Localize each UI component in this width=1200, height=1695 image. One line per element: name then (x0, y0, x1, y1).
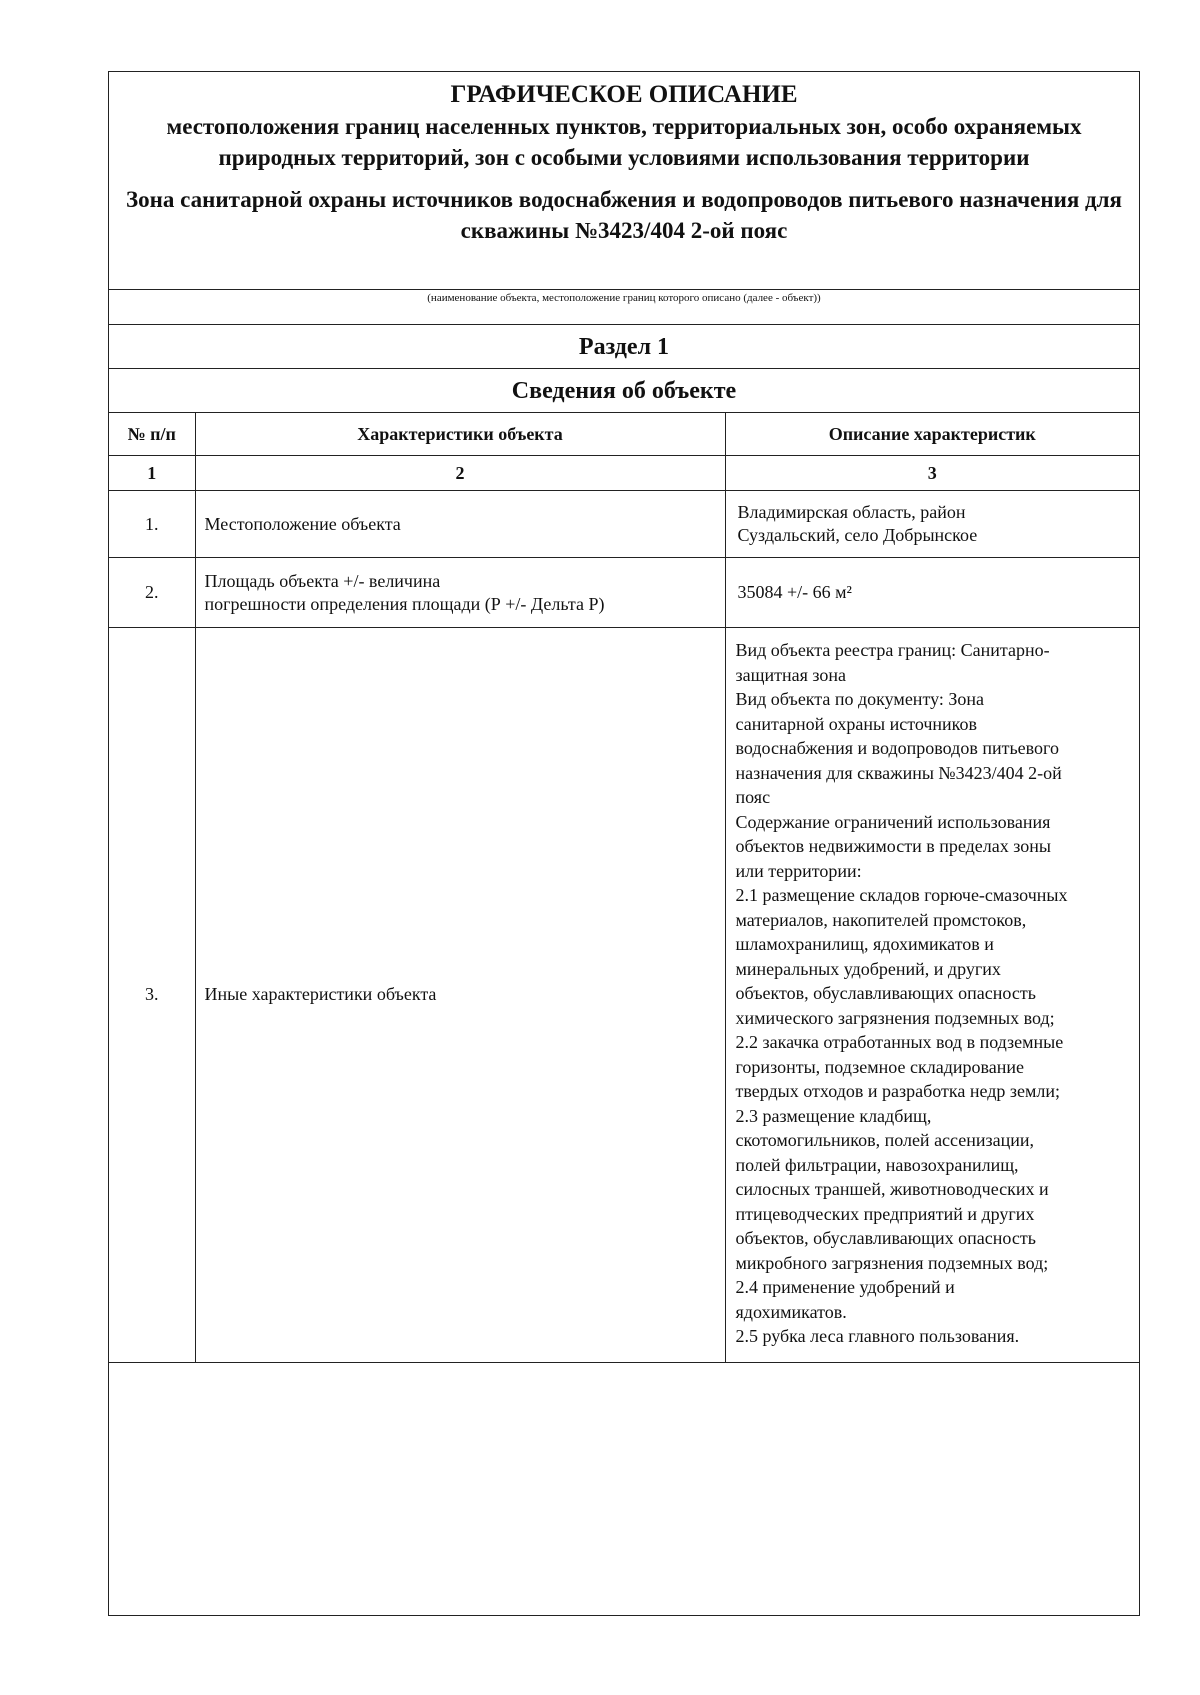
row-description (725, 628, 1139, 1362)
table-header-row (109, 413, 1139, 456)
description-line: объектов, обуславливающих опасность (735, 1228, 1036, 1248)
section-heading: Сведения об объекте (109, 368, 1139, 412)
document-subtitle: местоположения границ населенных пунктов, территориальных зон, особо охраняемых природных территорий, зон с особыми условиями использования территории (166, 114, 1082, 170)
table-row (109, 628, 1139, 1362)
description-line: назначения для скважины №3423/404 2-ой (735, 762, 1062, 783)
row-number: 1. (109, 491, 195, 558)
column-number-row (109, 456, 1139, 491)
description-line: шламохранилищ, ядохимикатов и (735, 934, 994, 954)
row-characteristic: Местоположение объекта (195, 491, 725, 558)
description-line: минеральных удобрений, и других (735, 958, 1001, 979)
row-characteristic (195, 558, 725, 628)
description-line: 2.5 рубка леса главного пользования. (735, 1326, 1020, 1346)
description-line: материалов, накопителей промстоков, (735, 909, 1027, 930)
description-line: птицеводческих предприятий и других (735, 1203, 1035, 1224)
characteristic-line: Площадь объекта +/- величина (204, 570, 441, 591)
characteristic-line: погрешности определения площади (Р +/- Дельта Р) (204, 593, 605, 614)
object-name-caption: (наименование объекта, местоположение границ которого описано (далее - объект)) (109, 289, 1139, 324)
column-number: 3 (725, 456, 1139, 491)
description-line: ядохимикатов. (735, 1301, 847, 1322)
table-row (109, 558, 1139, 628)
description-line: Содержание ограничений использования (735, 811, 1051, 832)
table-row (109, 491, 1139, 558)
description-line: полей фильтрации, навозохранилищ, (735, 1154, 1019, 1175)
description-line: Вид объекта реестра границ: Санитарно- (735, 640, 1050, 660)
row-characteristic: Иные характеристики объекта (195, 628, 725, 1362)
description-line: 2.1 размещение складов горюче-смазочных (735, 885, 1068, 905)
description-line: 2.2 закачка отработанных вод в подземные (735, 1032, 1064, 1052)
description-line: объектов, обуславливающих опасность (735, 983, 1036, 1003)
characteristics-table (109, 412, 1139, 1362)
description-line: химического загрязнения подземных вод; (735, 1007, 1055, 1028)
description-line: Владимирская область, район (737, 502, 966, 522)
description-line: микробного загрязнения подземных вод; (735, 1252, 1049, 1273)
document-frame (108, 71, 1140, 1616)
description-line: силосных траншей, животноводческих и (735, 1179, 1049, 1199)
description-line: твердых отходов и разработка недр земли; (735, 1081, 1060, 1101)
description-line: Вид объекта по документу: Зона (735, 689, 984, 709)
description-line: водоснабжения и водопроводов питьевого (735, 738, 1059, 758)
description-line: защитная зона (735, 664, 846, 685)
row-number: 3. (109, 628, 195, 1362)
description-line: объектов недвижимости в пределах зоны (735, 836, 1051, 856)
document-title: ГРАФИЧЕСКОЕ ОПИСАНИЕ (450, 81, 798, 108)
column-header-number: № п/п (109, 413, 195, 456)
column-header-characteristic: Характеристики объекта (195, 413, 725, 456)
description-line: или территории: (735, 860, 862, 881)
section-title: Раздел 1 (109, 324, 1139, 368)
area-value: 35084 +/- 66 м² (737, 582, 852, 602)
column-header-description: Описание характеристик (725, 413, 1139, 456)
description-line: пояс (735, 787, 771, 807)
document-header (109, 72, 1139, 289)
column-number: 2 (195, 456, 725, 491)
description-line: горизонты, подземное складирование (735, 1056, 1024, 1077)
blank-area (109, 1362, 1139, 1615)
column-number: 1 (109, 456, 195, 491)
row-number: 2. (109, 558, 195, 628)
description-line: Суздальский, село Добрынское (737, 525, 978, 545)
description-line: 2.3 размещение кладбищ, (735, 1105, 932, 1126)
description-line: санитарной охраны источников (735, 713, 978, 734)
row-description (725, 491, 1139, 558)
description-line: 2.4 применение удобрений и (735, 1277, 955, 1297)
object-name: Зона санитарной охраны источников водоснабжения и водопроводов питьевого назначения для скважины №3423/404 2-ой пояс (125, 187, 1122, 243)
description-line: скотомогильников, полей ассенизации, (735, 1130, 1035, 1150)
row-description (725, 558, 1139, 628)
